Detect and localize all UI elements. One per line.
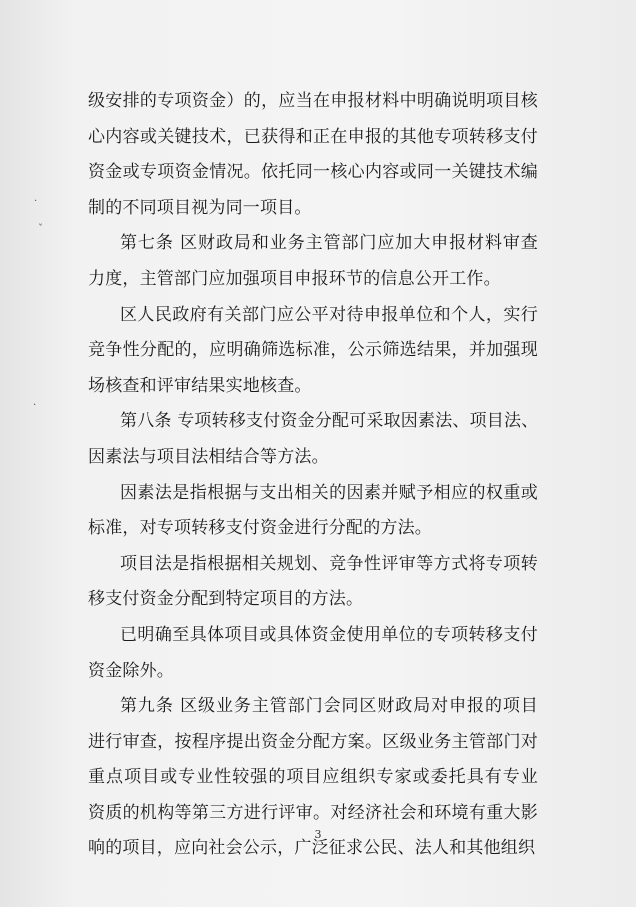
text-line: 心内容或关键技术，已获得和正在申报的其他专项转移支付 <box>88 126 538 147</box>
text-line: 区人民政府有关部门应公平对待申报单位和个人，实行 <box>120 304 538 325</box>
text-line: 制的不同项目视为同一项目。 <box>88 197 312 218</box>
text-line: 重点项目或专业性较强的项目应组织专家或委托具有专业 <box>88 767 538 788</box>
paragraph <box>88 547 538 618</box>
text-line: 力度，主管部门应加强项目申报环节的信息公开工作。 <box>88 268 501 289</box>
text-line: 项目法是指根据相关规划、竞争性评审等方式将专项转 <box>120 553 538 574</box>
text-line: 进行审查，按程序提出资金分配方案。区级业务主管部门对 <box>88 731 538 752</box>
text-line: 标准，对专项转移支付资金进行分配的方法。 <box>88 518 432 539</box>
text-line: 级安排的专项资金）的，应当在申报材料中明确说明项目核 <box>88 91 538 111</box>
paragraph <box>88 298 538 405</box>
text-line: 已明确至具体项目或具体资金使用单位的专项转移支付 <box>120 624 538 645</box>
text-line: 第九条 区级业务主管部门会同区财政局对申报的项目 <box>120 696 538 717</box>
paragraph <box>88 84 538 226</box>
text-line: 竞争性分配的，应明确筛选标准，公示筛选结果，并加强现 <box>88 340 538 361</box>
page-number: 3 <box>314 828 322 841</box>
text-line: 因素法是指根据与支出相关的因素并赋予相应的权重或 <box>120 482 538 503</box>
paragraph <box>88 618 538 689</box>
scan-mark: · <box>33 400 37 411</box>
scan-mark: · <box>34 196 38 207</box>
text-line: 第八条 专项转移支付资金分配可采取因素法、项目法、 <box>120 411 539 432</box>
text-line: 资金除外。 <box>88 660 174 681</box>
scan-mark: ˇ <box>38 224 43 235</box>
paragraph <box>88 476 538 547</box>
paragraph <box>88 226 538 297</box>
paragraph <box>88 404 538 475</box>
text-line: 移支付资金分配到特定项目的方法。 <box>88 589 364 610</box>
text-line: 资质的机构等第三方进行评审。对经济社会和环境有重大影 <box>88 802 538 823</box>
document-body <box>88 84 538 867</box>
text-line: 第七条 区财政局和业务主管部门应加大申报材料审查 <box>120 233 538 254</box>
text-line: 响的项目，应向社会公示，广泛征求公民、法人和其他组织 <box>88 838 536 859</box>
text-line: 场核查和评审结果实地核查。 <box>88 375 312 396</box>
text-line: 资金或专项资金情况。依托同一核心内容或同一关键技术编 <box>88 162 538 183</box>
text-line: 因素法与项目法相结合等方法。 <box>88 446 329 467</box>
